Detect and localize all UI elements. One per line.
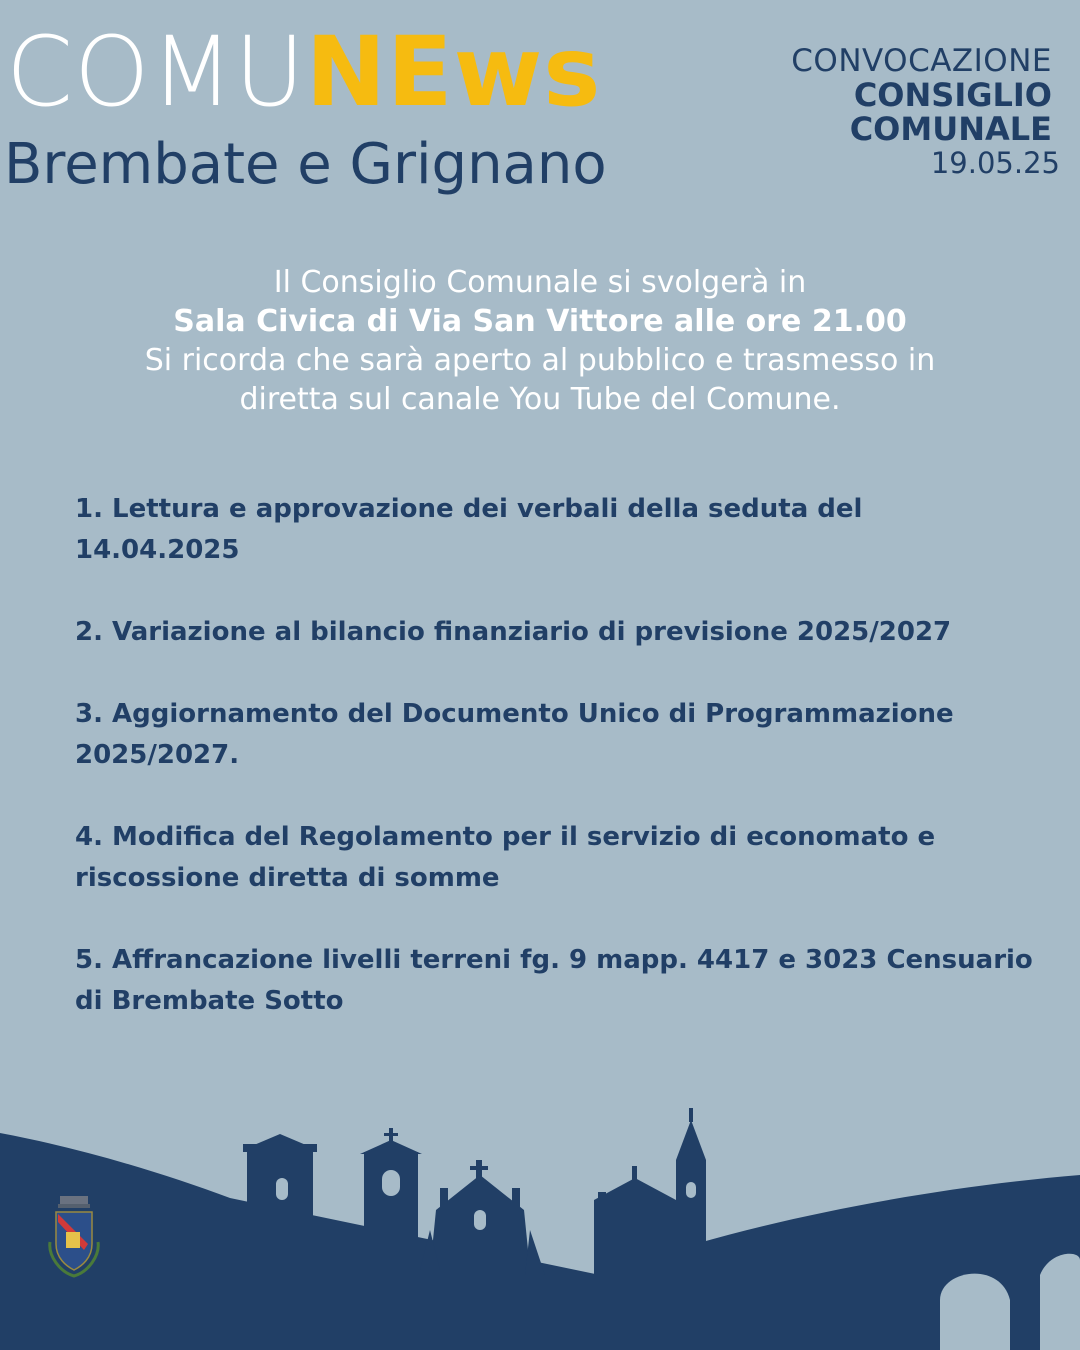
notice-line-1: CONVOCAZIONE [791, 43, 1052, 79]
agenda-item-1: 1. Lettura e approvazione dei verbali della seduta del 14.04.2025 [75, 494, 863, 565]
agenda-item-4: 4. Modifica del Regolamento per il servizio di economato e riscossione diretta di somme [75, 822, 936, 893]
town-skyline-illustration [0, 1100, 1080, 1350]
brand-bold-text: NEws [305, 16, 602, 128]
brand-light-text: COMU [6, 16, 306, 128]
brand-logo [6, 16, 602, 128]
intro-venue: Sala Civica di Via San Vittore alle ore 21.00 [173, 304, 907, 339]
notice-line-2: CONSIGLIO [853, 76, 1052, 114]
agenda-item-2: 2. Variazione al bilancio finanziario di previsione 2025/2027 [75, 617, 952, 647]
notice-line-3: COMUNALE [849, 110, 1052, 148]
agenda-item-5: 5. Affrancazione livelli terreni fg. 9 mapp. 4417 e 3023 Censuario di Brembate Sotto [75, 945, 1033, 1016]
convocation-notice [791, 43, 1060, 180]
town-name: Brembate e Grignano [4, 132, 607, 197]
agenda-item-3: 3. Aggiornamento del Documento Unico di Programmazione 2025/2027. [75, 699, 954, 770]
intro-line-4: diretta sul canale You Tube del Comune. [239, 382, 841, 417]
intro-line-3: Si ricorda che sarà aperto al pubblico e trasmesso in [144, 343, 936, 378]
agenda-list [75, 489, 1035, 1063]
intro-text [60, 263, 1020, 419]
municipal-crest-icon [44, 1192, 104, 1278]
notice-date: 19.05.25 [930, 146, 1060, 180]
intro-line-1: Il Consiglio Comunale si svolgerà in [273, 265, 807, 300]
